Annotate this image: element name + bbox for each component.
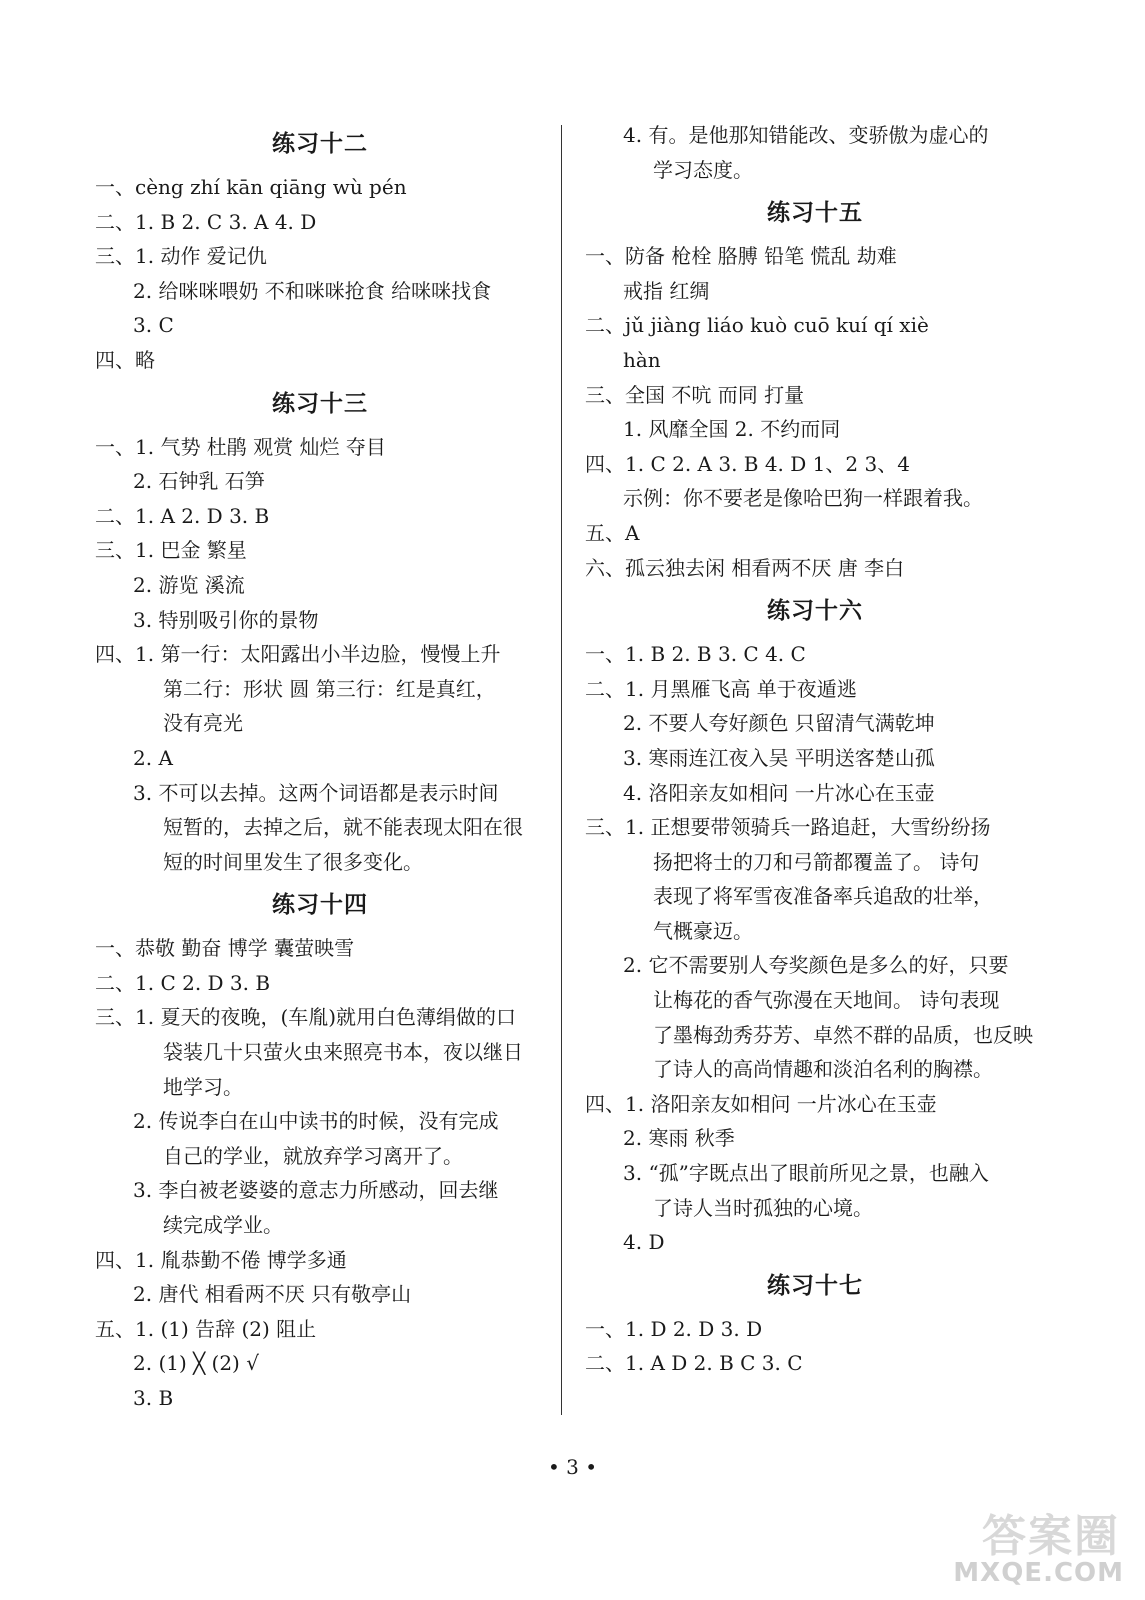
answer-line: 2. 传说李白在山中读书的时候，没有完成 [133,1109,499,1134]
answer-line: 了诗人的高尚情趣和淡泊名利的胸襟。 [653,1057,993,1082]
watermark-text: 答案圈 [982,1511,1120,1562]
answer-line: 1. 风靡全国 2. 不约而同 [623,417,841,442]
answer-line: 2. 游览 溪流 [133,572,245,597]
section-title: 练习十七 [767,1272,863,1299]
answer-line: 3. B [133,1386,174,1410]
answer-line: 2. 寒雨 秋季 [623,1126,735,1151]
answer-line: 二、1. C 2. D 3. B [95,970,271,995]
answer-line: 3. 寒雨连江夜入吴 平明送客楚山孤 [623,745,935,770]
answer-line: 一、防备 枪栓 胳膊 铅笔 慌乱 劫难 [585,244,897,269]
answer-line: 学习态度。 [653,157,753,182]
answer-line: 四、1. 胤恭勤不倦 博学多通 [95,1247,347,1272]
answer-line: 3. “孤”字既点出了眼前所见之景，也融入 [623,1161,989,1186]
answer-line: 三、1. 巴金 繁星 [95,538,247,563]
answer-line: 2. 石钟乳 石笋 [133,469,265,494]
answer-line: 三、1. 正想要带领骑兵一路追赶，大雪纷纷扬 [585,815,991,840]
section-title: 练习十六 [767,598,863,625]
answer-line: 一、恭敬 勤奋 博学 囊萤映雪 [95,936,355,961]
left-column [95,118,545,1416]
answer-line: 二、1. A D 2. B C 3. C [585,1351,803,1376]
answer-line: 六、孤云独去闲 相看两不厌 唐 李白 [585,555,905,580]
answer-line: 第二行：形状 圆 第三行：红是真红， [163,676,496,701]
answer-line: 短的时间里发生了很多变化。 [163,849,423,874]
answer-line: 四、1. 第一行：太阳露出小半边脸，慢慢上升 [95,642,501,667]
section-title: 练习十四 [272,892,368,919]
answer-line: 了诗人当时孤独的心境。 [653,1195,873,1220]
answer-line: 2. A [133,745,173,770]
answer-line: 3. 不可以去掉。这两个词语都是表示时间 [133,780,499,805]
answer-line: 2. 它不需要别人夸奖颜色是多么的好，只要 [623,953,1009,978]
answer-line: 3. C [133,313,174,338]
answer-line: 一、1. 气势 杜鹃 观赏 灿烂 夺目 [95,434,386,459]
answer-line: 一、cèng zhí kān qiāng wù pén [95,175,407,199]
answer-line: 三、全国 不吭 而同 打量 [585,382,805,407]
answer-line: 2. 唐代 相看两不厌 只有敬亭山 [133,1282,412,1307]
answer-line: 表现了将军雪夜准备率兵追敌的壮举， [653,884,993,909]
section-title: 练习十二 [272,131,368,157]
answer-line: 三、1. 动作 爱记仇 [95,244,267,269]
answer-line: 4. 洛阳亲友如相问 一片冰心在玉壶 [623,780,935,805]
answer-line: 3. 特别吸引你的景物 [133,607,319,632]
answer-line: 2. 不要人夸好颜色 只留清气满乾坤 [623,711,935,736]
answer-line: 二、jǔ jiàng liáo kuò cuō kuí qí xiè [585,313,929,338]
watermark-url: MXQE.COM [953,1558,1124,1588]
answer-line: 戒指 红绸 [623,278,710,303]
answer-line: 四、1. C 2. A 3. B 4. D 1、2 3、4 [585,451,910,476]
answer-line: 一、1. D 2. D 3. D [585,1316,763,1341]
answer-line: 2. (1) ╳ (2) √ [133,1351,259,1376]
column-divider [561,125,562,1415]
answer-line: 4. D [623,1230,665,1255]
answer-line: 四、略 [95,347,155,372]
answer-line: 没有亮光 [163,711,243,736]
answer-line: 2. 给咪咪喂奶 不和咪咪抢食 给咪咪找食 [133,278,492,303]
answer-line: 气概豪迈。 [653,918,753,943]
answer-line: 三、1. 夏天的夜晚，(车胤)就用白色薄绢做的口 [95,1005,517,1030]
answer-line: hàn [623,347,661,372]
answer-line: 自己的学业，就放弃学习离开了。 [163,1143,463,1168]
answer-line: 二、1. B 2. C 3. A 4. D [95,209,317,234]
section-title: 练习十五 [767,200,863,227]
right-column [585,118,1045,1381]
answer-line: 扬把将士的刀和弓箭都覆盖了。 诗句 [653,849,980,874]
answer-line: 让梅花的香气弥漫在天地间。 诗句表现 [653,988,1000,1013]
answer-line: 五、1. (1) 告辞 (2) 阻止 [95,1316,317,1341]
watermark-logo [930,1500,1130,1595]
answer-line: 四、1. 洛阳亲友如相问 一片冰心在玉壶 [585,1091,937,1116]
section-title: 练习十三 [272,390,368,417]
answer-line: 续完成学业。 [163,1213,283,1238]
answer-line: 4. 有。是他那知错能改、变骄傲为虚心的 [623,123,989,147]
answer-line: 二、1. 月黑雁飞高 单于夜遁逃 [585,676,857,701]
answer-line: 二、1. A 2. D 3. B [95,503,270,528]
page-number: • 3 • [547,1455,598,1479]
answer-line: 3. 李白被老婆婆的意志力所感动，回去继 [133,1178,499,1203]
answer-line: 地学习。 [163,1074,243,1099]
answer-line: 了墨梅劲秀芬芳、卓然不群的品质，也反映 [653,1022,1033,1047]
answer-line: 一、1. B 2. B 3. C 4. C [585,642,806,667]
answer-line: 示例：你不要老是像哈巴狗一样跟着我。 [623,486,983,511]
answer-line: 五、A [585,520,640,545]
answer-line: 短暂的，去掉之后，就不能表现太阳在很 [163,815,523,840]
answer-line: 袋装几十只萤火虫来照亮书本，夜以继日 [163,1040,523,1065]
